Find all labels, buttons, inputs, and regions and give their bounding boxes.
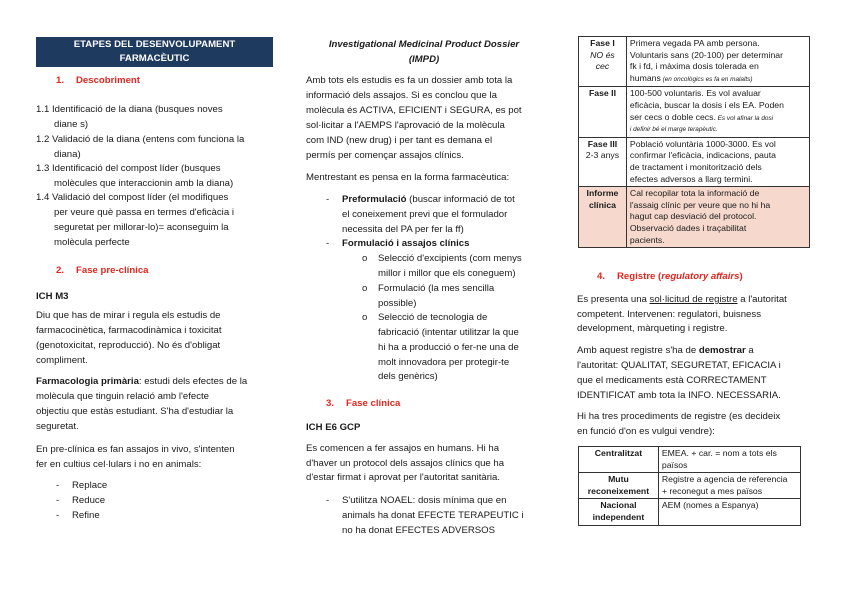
sub-item-cont: dels genèrics) [378, 371, 438, 382]
list-item-cont: molècula perfecte [54, 237, 130, 248]
phase-desc [626, 37, 809, 87]
list-item: Reduce [72, 495, 106, 506]
reg-desc [658, 447, 800, 473]
list-item: 1.2 Validació de la diana (entens com funciona la [36, 134, 245, 145]
reg-name [579, 447, 659, 473]
list-item: Refine [72, 510, 100, 521]
desc-line [630, 73, 806, 86]
section-4-label: Registre ( [617, 271, 662, 282]
table-row [579, 187, 810, 248]
desc-line: fk i fd, i màxima dosis tolerada en [629, 61, 759, 72]
list-item-cont: el coneixement previ que el formulador [342, 209, 508, 220]
sub-item-cont: molt innovadora per protegir-te [378, 357, 510, 368]
text: a [745, 345, 754, 356]
desc-line: Primera vegada PA amb persona. [629, 38, 760, 48]
ich-m3-heading: ICH M3 [36, 291, 69, 302]
desc-line [630, 112, 806, 125]
paragraph: Diu que has de mirar i regula els estudis de [36, 310, 221, 321]
list-item [342, 192, 515, 207]
bullet-marker: o [362, 312, 368, 323]
list-item: Formulació i assajos clínics [342, 238, 470, 249]
paragraph [36, 374, 247, 389]
section-4-heading [597, 269, 743, 284]
section-1-number: 1. [56, 75, 65, 86]
list-item-cont: seguretat per millorar-lo)= aconseguim la [54, 222, 229, 233]
paragraph: competent. Intervenen: regulatori, buisness [577, 309, 761, 320]
desc-line: EMEA. + car. = nom a tots els [661, 448, 777, 458]
paragraph: d'haver un protocol dels assajos clínics que ha [306, 458, 505, 469]
list-item: S'utilitza NOAEL: dosis mínima que en [342, 495, 507, 506]
clinical-phases-table [578, 36, 810, 248]
desc-text: ser cecs o doble cecs. [629, 111, 716, 122]
text: Amb aquest registre s'ha de [577, 345, 699, 356]
section-4-number: 4. [597, 271, 606, 282]
phase-cell [579, 87, 627, 137]
dash-marker: - [326, 495, 330, 506]
reg-name [579, 499, 659, 525]
sub-item: Selecció d'excipients (com menys [378, 253, 522, 264]
list-item-cont: necessita del PA per fer la ff) [342, 224, 464, 235]
sub-item: Selecció de tecnologia de [378, 312, 488, 323]
section-2-heading [56, 263, 149, 278]
paragraph: molècula és ACTIVA, EFICIENT i SEGURA, es pot [306, 105, 522, 116]
desc-note: i definir bé el marge terapèutic. [629, 126, 718, 134]
reg-desc [658, 473, 800, 499]
ich-e6-heading: ICH E6 GCP [306, 422, 361, 433]
paragraph: Hi ha tres procediments de registre (es decideix [577, 411, 781, 422]
section-2-number: 2. [56, 265, 65, 276]
list-item: 1.1 Identificació de la diana (busques noves [36, 104, 223, 115]
desc-line: + reconegut a mes països [661, 485, 763, 496]
section-1-heading [56, 73, 140, 88]
reg-name-line: reconeixement [587, 485, 650, 496]
phase-desc [626, 87, 809, 137]
paragraph: En pre-clínica es fan assajos in vivo, s'intenten [36, 444, 235, 455]
phase-desc [626, 137, 809, 186]
list-item-cont: no ha donat EFECTES ADVERSOS [342, 525, 496, 536]
phase-name: Fase II [588, 88, 616, 99]
desc-text: humans [629, 72, 661, 83]
phase-cell [579, 37, 627, 87]
phase-name: Informe [586, 188, 619, 199]
desc-line: 100-500 voluntaris. Es vol avaluar [629, 88, 761, 99]
phase-sub: 2-3 anys [585, 150, 620, 161]
dash-marker: - [56, 510, 60, 521]
paragraph: molècula que tinguin relació amb l'efecte [36, 391, 210, 402]
phase-name: Fase III [587, 138, 618, 149]
dash-marker: - [56, 480, 60, 491]
desc-line: AEM (nomes a Espanya) [661, 500, 759, 511]
reg-name-line: Mutu [608, 474, 629, 485]
dash-marker: - [326, 238, 330, 249]
desc-note: (en oncològics es fa en malalts) [660, 75, 753, 83]
desc-line: Observació dades i traçabilitat [629, 222, 747, 233]
paragraph: compliment. [36, 355, 88, 366]
list-item-cont: molècules que interaccionin amb la diana) [54, 178, 234, 189]
list-item-cont: diana) [54, 149, 81, 160]
table-row [579, 87, 810, 137]
impd-title-line1: Investigational Medicinal Product Dossier [328, 39, 520, 50]
section-4-label-end: ) [739, 271, 743, 282]
paragraph [577, 292, 787, 307]
paragraph: en funció d'on es vulgui vendre): [577, 426, 715, 437]
text: a l'autoritat [737, 294, 787, 305]
section-3-label: Fase clínica [346, 398, 401, 409]
table-row [579, 473, 801, 499]
desc-line: eficàcia, buscar la dosis i els EA. Poden [629, 99, 784, 110]
sub-item-cont: millor i millor que els coneguem) [378, 268, 516, 279]
section-2-label: Fase pre-clínica [76, 265, 149, 276]
paragraph: l'autoritat: QUALITAT, SEGURETAT, EFICACIA i [577, 360, 781, 371]
phase-sub: cec [595, 61, 610, 72]
phase-sub: NO és [590, 49, 615, 60]
paragraph: development, màrqueting i registre. [577, 323, 728, 334]
paragraph: sol·licitar a l'AEMPS l'aprovació de la molècula [306, 120, 505, 131]
desc-line: països [661, 459, 688, 470]
text: Es presenta una [577, 294, 650, 305]
phase-name: clínica [588, 199, 616, 210]
section-1-label: Descobriment [76, 75, 140, 86]
doc-title-line2: FARMACÈUTIC [119, 53, 190, 64]
table-row [579, 499, 801, 525]
sub-item-cont: fabricació (intentar utilitzar la que [378, 327, 519, 338]
phase-cell [579, 137, 627, 186]
doc-title [36, 37, 273, 67]
underlined-text: sol·licitud de registre [649, 294, 738, 305]
list-item: 1.4 Validació del compost líder (el modifiques [36, 192, 229, 203]
section-4-label-italic: regulatory affairs [661, 271, 740, 282]
paragraph: informació dels assajos. Si es conclou que la [306, 90, 497, 101]
paragraph: (genotoxicitat, reproducció). No és d'obligat [36, 340, 221, 351]
desc-line: l'assaig clínic per veure que no hi ha [629, 199, 771, 210]
sub-item: Formulació (la mes sencilla [378, 283, 495, 294]
desc-line: Població voluntària 1000-3000. Es vol [629, 138, 776, 149]
reg-name [579, 473, 659, 499]
desc-line: de tractament i monitorització dels [629, 161, 762, 172]
phase-name: Fase I [590, 38, 615, 48]
list-item: 1.3 Identificació del compost líder (busques [36, 163, 221, 174]
section-3-heading [326, 396, 400, 411]
paragraph: fer en cultius cel·lulars i no en animals: [36, 459, 202, 470]
desc-line: Registre a agencia de referencia [661, 474, 788, 485]
text: (buscar informació de tot [406, 194, 515, 205]
bullet-marker: o [362, 253, 368, 264]
list-item: Replace [72, 480, 108, 491]
paragraph: IDENTIFICAT amb tota la INFO. NECESSARIA. [577, 390, 781, 401]
desc-line: efectes adversos a llarg termini. [629, 173, 753, 184]
list-item-cont: diane s) [54, 119, 89, 130]
text: : estudi dels efectes de la [138, 376, 248, 387]
reg-name-line: Centralitzat [594, 448, 643, 458]
registration-table [578, 446, 801, 526]
bold-term: Preformulació [342, 194, 407, 205]
list-item-cont: animals ha donat EFECTE TERAPEUTIC i [342, 510, 524, 521]
desc-line: Cal recopilar tota la informació de [629, 188, 760, 199]
paragraph: seguretat. [36, 421, 79, 432]
desc-line: Voluntaris sans (20-100) per determinar [629, 49, 783, 60]
paragraph: que el medicaments està CORRECTAMENT [577, 375, 767, 386]
paragraph: permís per començar assajos clínics. [306, 150, 464, 161]
phase-cell [579, 187, 627, 248]
paragraph: com IND (new drug) i per tant es demana el [306, 135, 493, 146]
reg-name-line: Nacional [600, 500, 637, 511]
paragraph: Amb tots els estudis es fa un dossier amb tota la [306, 75, 513, 86]
table-row [579, 37, 810, 87]
sub-item-cont: possible) [378, 298, 417, 309]
section-3-number: 3. [326, 398, 335, 409]
reg-name-line: independent [592, 511, 645, 522]
sub-item-cont: hi ha a producció o fer-ne una de [378, 342, 519, 353]
bold-term: Farmacologia primària [36, 376, 139, 387]
table-row [579, 447, 801, 473]
paragraph: Mentrestant es pensa en la forma farmacèutica: [306, 172, 510, 183]
desc-note: Es vol afinar la dosi [715, 114, 774, 122]
paragraph: d'estar firmat i aprovat per l'autoritat sanitària. [306, 472, 501, 483]
desc-line: hagut cap desviació del protocol. [629, 211, 757, 222]
doc-title-line1: ETAPES DEL DESENVOLUPAMENT [73, 39, 236, 50]
reg-desc [658, 499, 800, 525]
bullet-marker: o [362, 283, 368, 294]
paragraph: Es comencen a fer assajos en humans. Hi ha [306, 443, 500, 454]
desc-line: confirmar l'eficàcia, indicacions, pauta [629, 150, 776, 161]
paragraph [577, 343, 754, 358]
paragraph: objectiu que estàs estudiant. S'ha d'estudiar la [36, 406, 234, 417]
dash-marker: - [56, 495, 60, 506]
desc-line: pacients. [629, 234, 665, 245]
dash-marker: - [326, 194, 330, 205]
table-row [579, 137, 810, 186]
impd-title-line2: (IMPD) [408, 54, 440, 65]
bold-term: demostrar [698, 345, 746, 356]
phase-desc [626, 187, 809, 248]
paragraph: farmacocinètica, farmacodinàmica i toxicitat [36, 325, 222, 336]
list-item-cont: per veure què passa en termes d'eficàcia i [54, 207, 234, 218]
